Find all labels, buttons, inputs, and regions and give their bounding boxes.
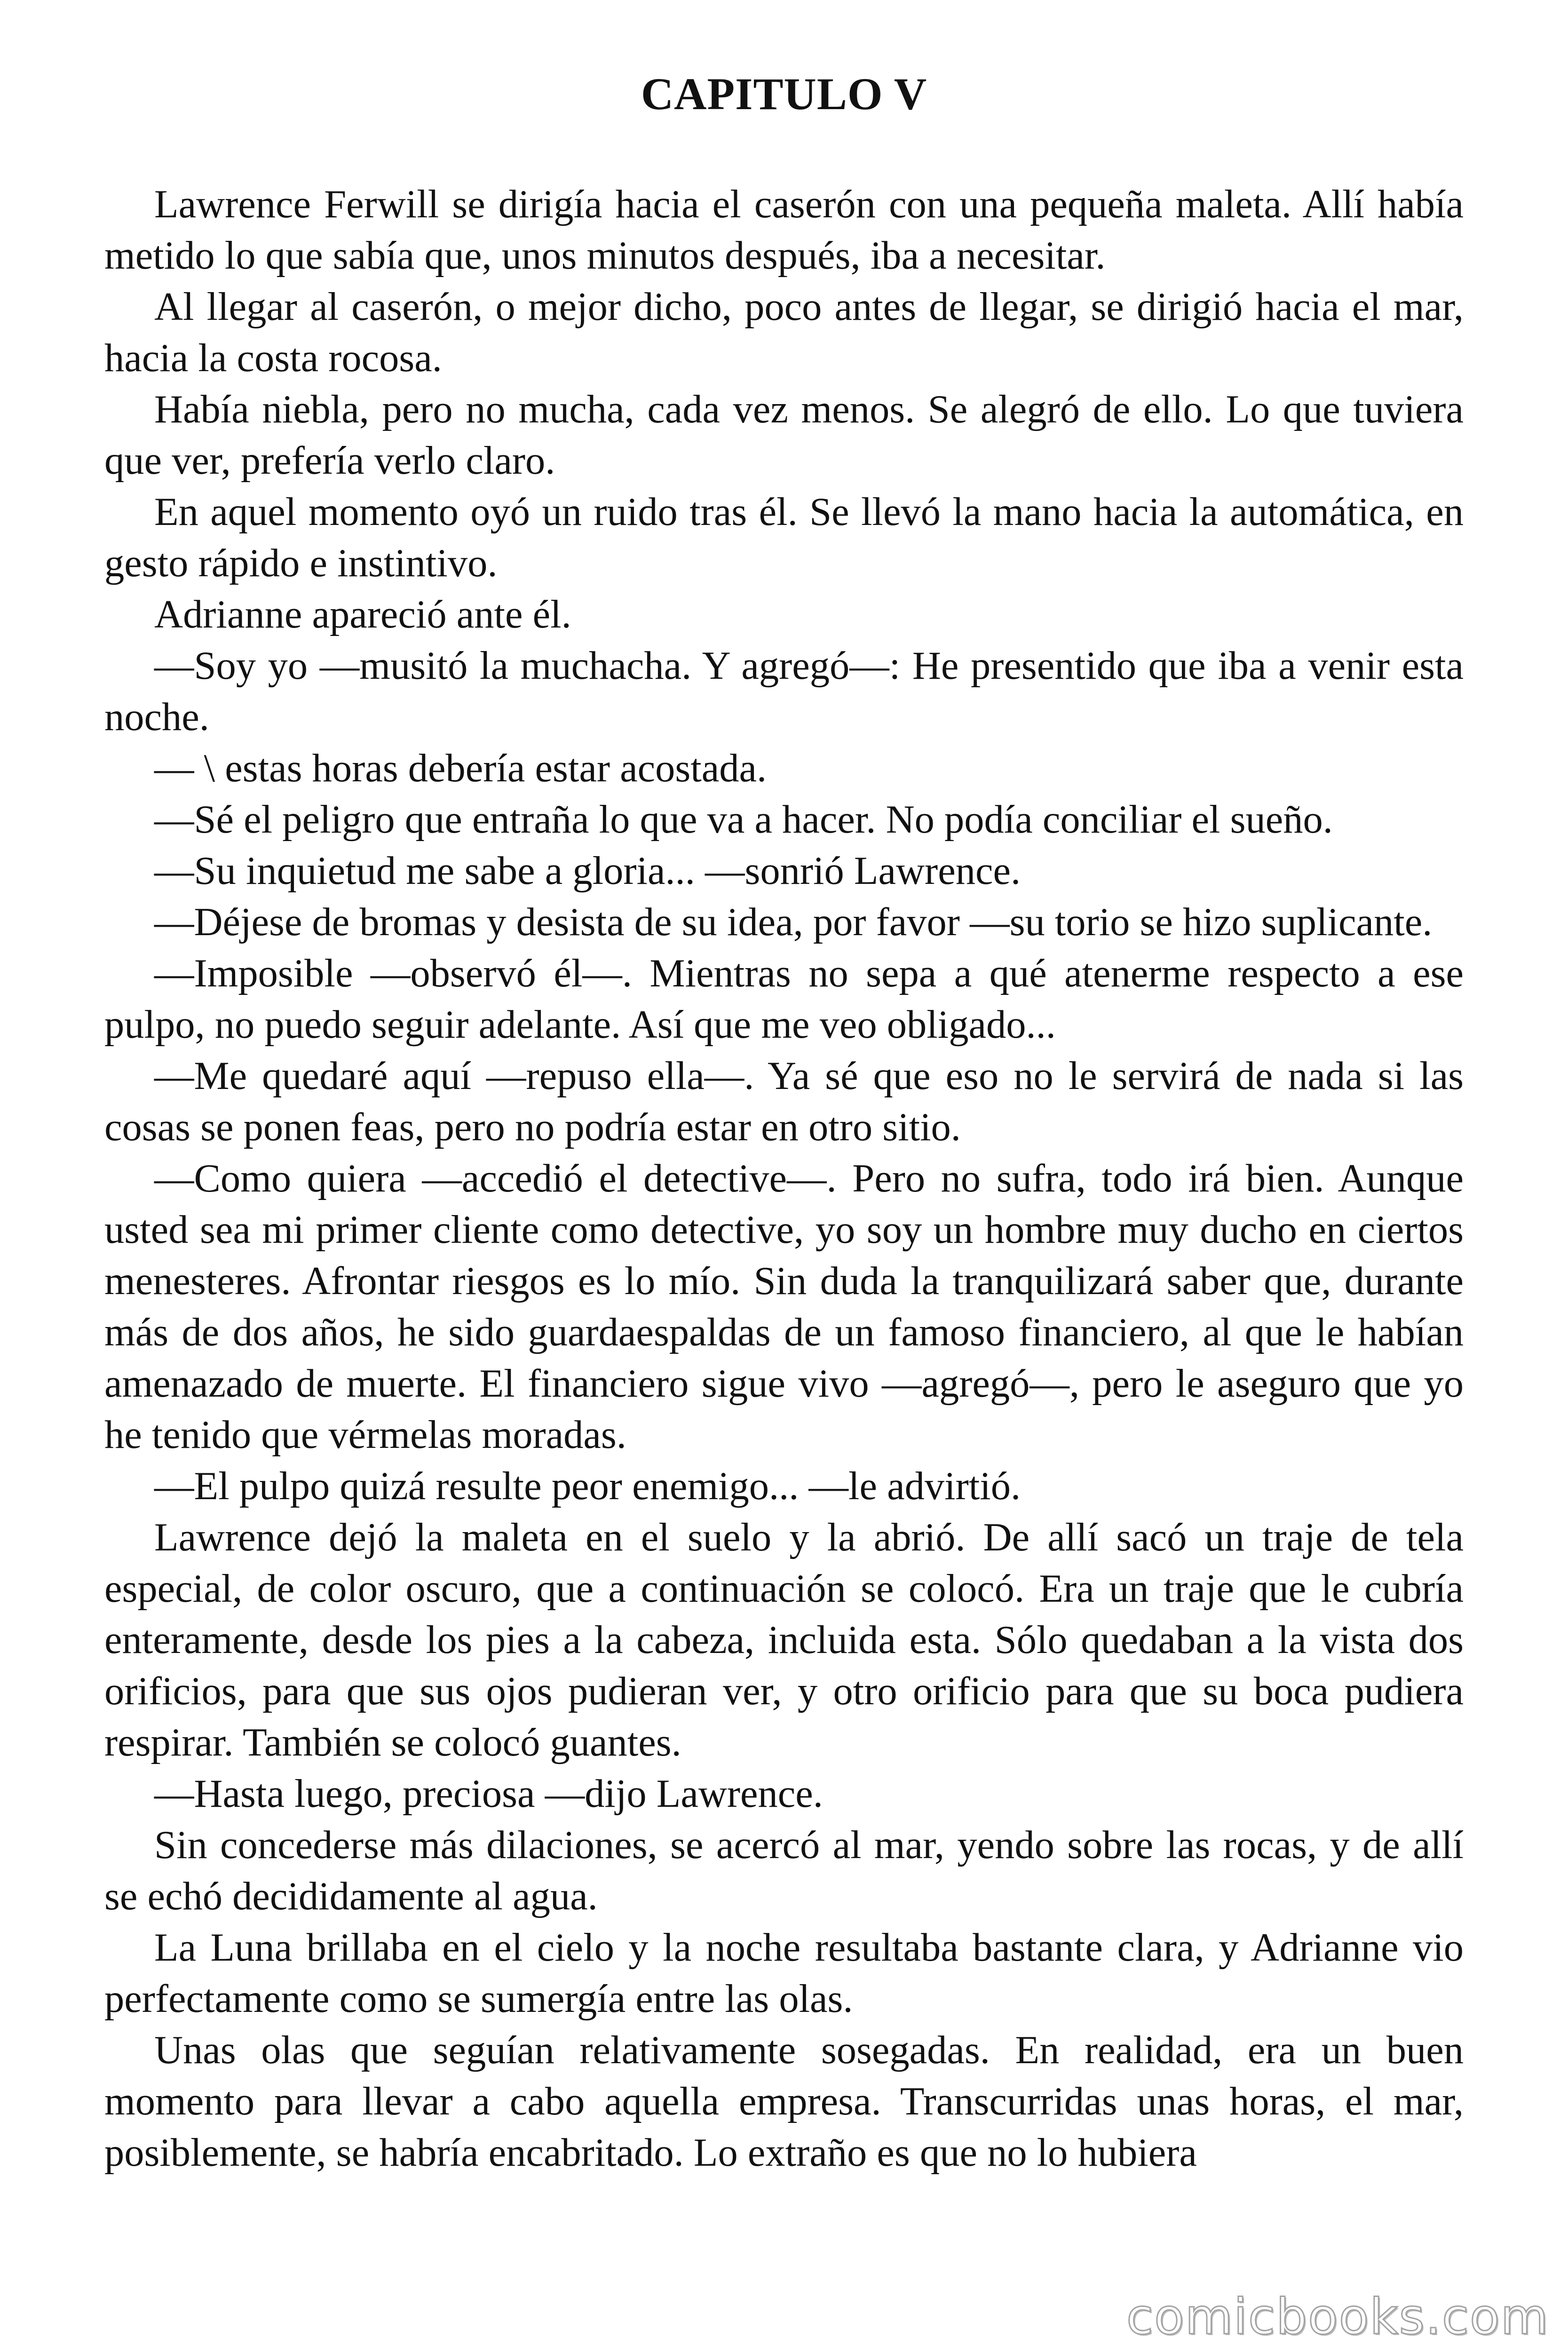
paragraph: Adrianne apareció ante él. xyxy=(154,593,571,636)
paragraph: —Déjese de bromas y desista de su idea, por favor —su torio se hizo suplicante. xyxy=(154,900,1433,944)
paragraph: Sin concederse más dilaciones, se acercó al mar, yendo sobre las rocas, y de allí se echó decididamente al agua. xyxy=(104,1823,1464,1918)
paragraph: Había niebla, pero no mucha, cada vez menos. Se alegró de ello. Lo que tuviera que ver, prefería verlo claro. xyxy=(104,388,1464,483)
paragraph: —Su inquietud me sabe a gloria... —sonrió Lawrence. xyxy=(154,849,1021,893)
paragraph: En aquel momento oyó un ruido tras él. Se llevó la mano hacia la automática, en gesto rápido e instintivo. xyxy=(104,490,1464,585)
paragraph: —Imposible —observó él—. Mientras no sepa a qué atenerme respecto a ese pulpo, no puedo seguir adelante. Así que me veo obligado... xyxy=(104,952,1464,1047)
watermark: comicbooks.com xyxy=(1126,2288,1549,2345)
chapter-title: CAPITULO V xyxy=(641,69,927,119)
paragraph: —Sé el peligro que entraña lo que va a hacer. No podía conciliar el sueño. xyxy=(154,798,1333,842)
paragraph: —El pulpo quizá resulte peor enemigo... —le advirtió. xyxy=(154,1464,1021,1508)
paragraph: Al llegar al caserón, o mejor dicho, poco antes de llegar, se dirigió hacia el mar, hacia la costa rocosa. xyxy=(104,285,1464,380)
paragraph: Lawrence dejó la maleta en el suelo y la abrió. De allí sacó un traje de tela especial, de color oscuro, que a continuación se colocó. Era un traje que le cubría enteramente, desde los pies a la cabeza, incluida esta. Sólo quedaban a la vista dos orificios, para que sus ojos pudieran ver, y otro orificio para que su boca pudiera respirar. También se colocó guantes. xyxy=(104,1516,1464,1764)
paragraph: La Luna brillaba en el cielo y la noche resultaba bastante clara, y Adrianne vio perfectamente como se sumergía entre las olas. xyxy=(104,1926,1464,2021)
paragraph: Lawrence Ferwill se dirigía hacia el caserón con una pequeña maleta. Allí había metido lo que sabía que, unos minutos después, iba a necesitar. xyxy=(104,183,1464,278)
chapter-body xyxy=(104,179,1464,2178)
paragraph: —Soy yo —musitó la muchacha. Y agregó—: He presentido que iba a venir esta noche. xyxy=(104,644,1464,739)
paragraph: —Como quiera —accedió el detective—. Pero no sufra, todo irá bien. Aunque usted sea mi primer cliente como detective, yo soy un hombre muy ducho en ciertos menesteres. Afrontar riesgos es lo mío. Sin duda la tranquilizará saber que, durante más de dos años, he sido guardaespaldas de un famoso financiero, al que le habían amenazado de muerte. El financiero sigue vivo —agregó—, pero le aseguro que yo he tenido que vérmelas moradas. xyxy=(104,1157,1464,1457)
paragraph: —Hasta luego, preciosa —dijo Lawrence. xyxy=(154,1772,823,1816)
paragraph: Unas olas que seguían relativamente sosegadas. En realidad, era un buen momento para llevar a cabo aquella empresa. Transcurridas unas horas, el mar, posiblemente, se habría encabritado. Lo extraño es que no lo hubiera xyxy=(104,2028,1464,2175)
paragraph: — \ estas horas debería estar acostada. xyxy=(154,747,767,790)
paragraph: —Me quedaré aquí —repuso ella—. Ya sé que eso no le servirá de nada si las cosas se ponen feas, pero no podría estar en otro sitio. xyxy=(104,1054,1464,1149)
